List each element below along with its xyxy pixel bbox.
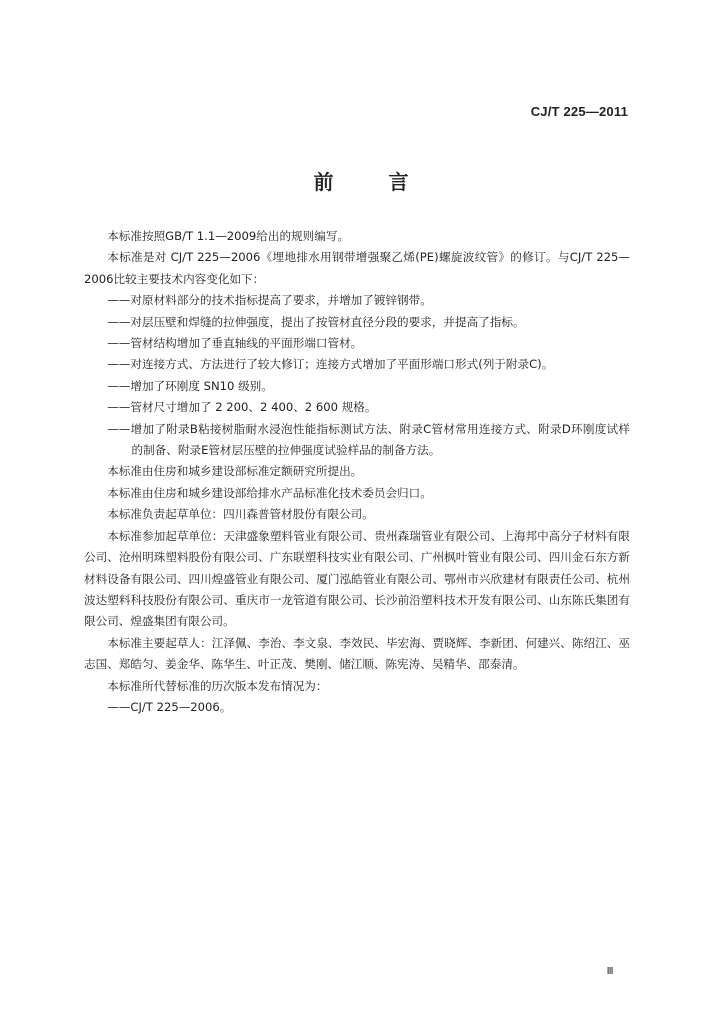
lead-drafter-paragraph: 本标准负责起草单位：四川森普管材股份有限公司。: [107, 507, 374, 522]
change-item-2: ——对层压壁和焊缝的拉伸强度，提出了按管材直径分段的要求，并提高了指标。: [107, 314, 525, 329]
change-item-6: ——管材尺寸增加了 2 200、2 400、2 600 规格。: [107, 400, 377, 415]
intro-paragraph-2: 本标准是对 CJ/T 225—2006《埋地排水用钢带增强聚乙烯(PE)螺旋波纹管》的修订。与CJ/T 225—2006比较主要技术内容变化如下：: [84, 250, 630, 286]
foreword-body: [84, 226, 630, 718]
participating-units-paragraph: 本标准参加起草单位：天津盛象塑料管业有限公司、贵州森瑞管业有限公司、上海邦中高分子材料有限公司、沧州明珠塑料股份有限公司、广东联塑科技实业有限公司、广州枫叶管业有限公司、四川金石东方新材料设备有限公司、四川煌盛管业有限公司、厦门泓皓管业有限公司、鄂州市兴欣建材有限责任公司、杭州波达塑料科技股份有限公司、重庆市一龙管道有限公司、长沙前沿塑料技术开发有限公司、山东陈氏集团有限公司、煌盛集团有限公司。: [84, 528, 630, 629]
standard-code-header: CJ/T 225—2011: [530, 104, 628, 119]
history-intro-paragraph: 本标准所代替标准的历次版本发布情况为：: [107, 678, 328, 693]
change-item-5: ——增加了环刚度 SN10 级别。: [107, 378, 273, 393]
intro-paragraph-1: 本标准按照GB/T 1.1—2009给出的规则编写。: [107, 229, 350, 243]
change-item-7: ——增加了附录B粘接树脂耐水浸泡性能指标测试方法、附录C管材常用连接方式、附录D环刚度试样的制备、附录E管材层压壁的拉伸强度试验样品的制备方法。: [107, 421, 630, 458]
change-item-4: ——对连接方式、方法进行了较大修订；连接方式增加了平面形端口形式(列于附录C)。: [107, 357, 554, 372]
page-number: Ⅲ: [606, 966, 614, 977]
committee-paragraph: 本标准由住房和城乡建设部给排水产品标准化技术委员会归口。: [107, 485, 432, 500]
main-drafters-paragraph: 本标准主要起草人：江泽佩、李治、李文泉、李效民、毕宏海、贾晓辉、李新团、何建兴、陈绍江、巫志国、郑皓匀、姜金华、陈华生、叶正茂、樊刚、储江顺、陈宪涛、吴精华、邵泰清。: [84, 635, 630, 672]
history-item: ——CJ/T 225—2006。: [107, 699, 232, 714]
change-item-1: ——对原材料部分的技术指标提高了要求，并增加了镀锌钢带。: [107, 293, 432, 308]
page-title: 前 言: [313, 170, 433, 194]
change-item-3: ——管材结构增加了垂直轴线的平面形端口管材。: [107, 336, 363, 351]
proposer-paragraph: 本标准由住房和城乡建设部标准定额研究所提出。: [107, 464, 363, 479]
